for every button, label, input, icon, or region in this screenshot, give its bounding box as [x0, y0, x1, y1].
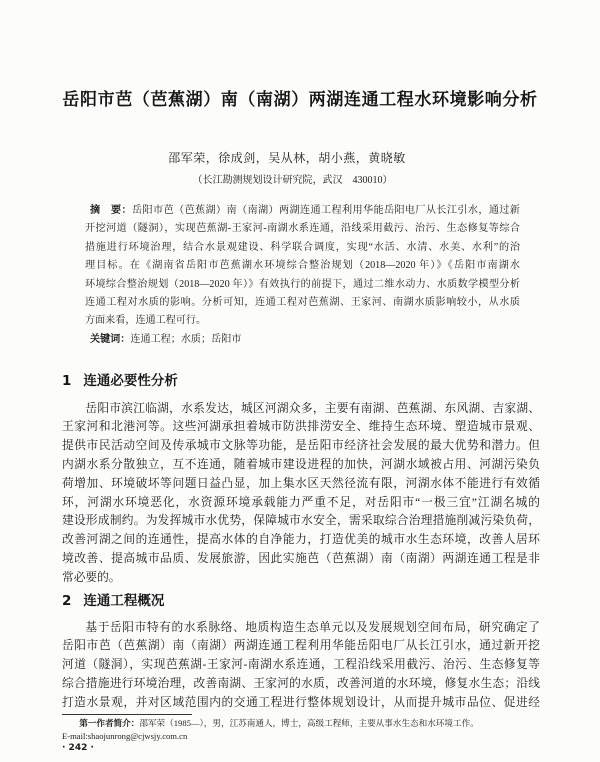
body-line: 基于岳阳市特有的水系脉络、地质构造生态单元以及发展规划空间布局，研究确定了: [85, 620, 540, 634]
author-bio-text: 邵军荣（1985—），男，江苏南通人，博士，高级工程师，主要从事水生态和水环境工作。: [139, 718, 479, 728]
body-line: 环，河湖水环境恶化，水资源环境承载能力严重不足，对岳阳市“一极三宜”江湖名城的: [62, 495, 540, 509]
body-line: 改善河湖之间的连通性，提高水体的自净能力，打造优美的城市水生态环境，改善人居环: [62, 533, 540, 547]
abstract-line-text: 岳阳市芭（芭蕉湖）南（南湖）两湖连通工程利用华能岳阳电厂从长江引水，通过新: [132, 205, 521, 216]
abstract-line: [85, 202, 520, 220]
abstract-label: 摘 要：: [90, 205, 132, 216]
section-1-heading: [62, 372, 178, 390]
section-number: 1: [62, 373, 72, 389]
body-line: 岳阳市芭（芭蕉湖）南（南湖）两湖连通工程利用华能岳阳电厂从长江引水，通过新开挖: [62, 639, 540, 653]
paper-title: 岳阳市芭（芭蕉湖）南（南湖）两湖连通工程水环境影响分析: [62, 90, 538, 110]
body-line: 综合措施进行环境治理，改善南湖、王家河的水质，改善河道的水环境，修复水生态；沿线: [62, 676, 540, 690]
section-1-paragraph: [62, 400, 540, 588]
page-number: · 242 ·: [62, 743, 94, 753]
abstract-line: 理目标。在《湖南省岳阳市芭蕉湖水环境综合整治规划（2018—2020 年）》《岳阳市南湖水: [85, 260, 520, 272]
abstract-line: 开挖河道（隧洞），实现芭蕉湖-王家河-南湖水系连通，沿线采用截污、治污、生态修复等综合: [85, 223, 520, 235]
body-line: 境改善、提高城市品质、发展旅游，因此实施芭（芭蕉湖）南（南湖）两湖连通工程是非: [62, 551, 540, 565]
body-line: 河道（隧洞），实现芭蕉湖-王家河-南湖水系连通，工程沿线采用截污、治污、生态修复等: [62, 658, 540, 672]
footnote: [62, 717, 540, 742]
body-line: 建设形成制约。为发挥城市水优势，保障城市水安全，需采取综合治理措施削减污染负荷，: [62, 514, 540, 528]
abstract-block: [85, 202, 520, 349]
author-email: E-mail:shaojunrong@cjwsjy.com.cn: [62, 731, 188, 741]
abstract-line: 措施进行环境治理，结合水景观建设、科学联合调度，实现“水活、水清、水美、水利”的治: [85, 241, 520, 253]
body-line: 内湖水系分散独立，互不连通，随着城市建设进程的加快，河湖水域被占用、河湖污染负: [62, 457, 540, 471]
section-title: 连通必要性分析: [83, 373, 178, 389]
body-line: 提供市民活动空间及传承城市文脉等功能，是岳阳市经济社会发展的最大优势和潜力。但: [62, 439, 540, 453]
footnote-divider: [62, 714, 192, 715]
section-title: 连通工程概况: [83, 593, 165, 609]
body-line: 荷增加、环境破坏等问题日益凸显，加上集水区天然径流有限，河湖水体不能进行有效循: [62, 476, 540, 490]
keywords-text: 连通工程；水质；岳阳市: [130, 333, 242, 345]
author-bio-line: [62, 717, 540, 730]
body-line: 常必要的。: [62, 570, 121, 584]
section-2-paragraph: [62, 619, 540, 713]
affiliation: （长江勘测规划设计研究院，武汉 430010）: [192, 175, 393, 186]
abstract-line: 环境综合整治规划（2018—2020 年）》有效执行的前提下，通过二维水动力、水质数学模型分析: [85, 278, 520, 290]
author-bio-label: 第一作者简介：: [79, 719, 140, 729]
author-list: 邵军荣，徐成剑，吴从林，胡小燕，黄晓敏: [168, 151, 406, 165]
keywords-line: [85, 331, 520, 349]
abstract-line: 连通工程对水质的影响。分析可知，连通工程对芭蕉湖、王家河、南湖水质影响较小，从水质: [85, 297, 520, 309]
section-number: 2: [62, 593, 72, 609]
keywords-label: 关键词：: [90, 333, 131, 345]
abstract-line: 方面来看，连通工程可行。: [85, 315, 207, 327]
body-line: 打造水景观，并对区域范围内的交通工程进行整体规划设计，从而提升城市品位、促进经: [62, 695, 540, 709]
body-line: 岳阳市滨江临湖，水系发达，城区河湖众多，主要有南湖、芭蕉湖、东风湖、吉家湖、: [85, 401, 540, 415]
body-line: 王家河和北港河等。这些河湖承担着城市防洪排涝安全、维持生态环境、塑造城市景观、: [62, 420, 540, 434]
section-2-heading: [62, 592, 164, 610]
